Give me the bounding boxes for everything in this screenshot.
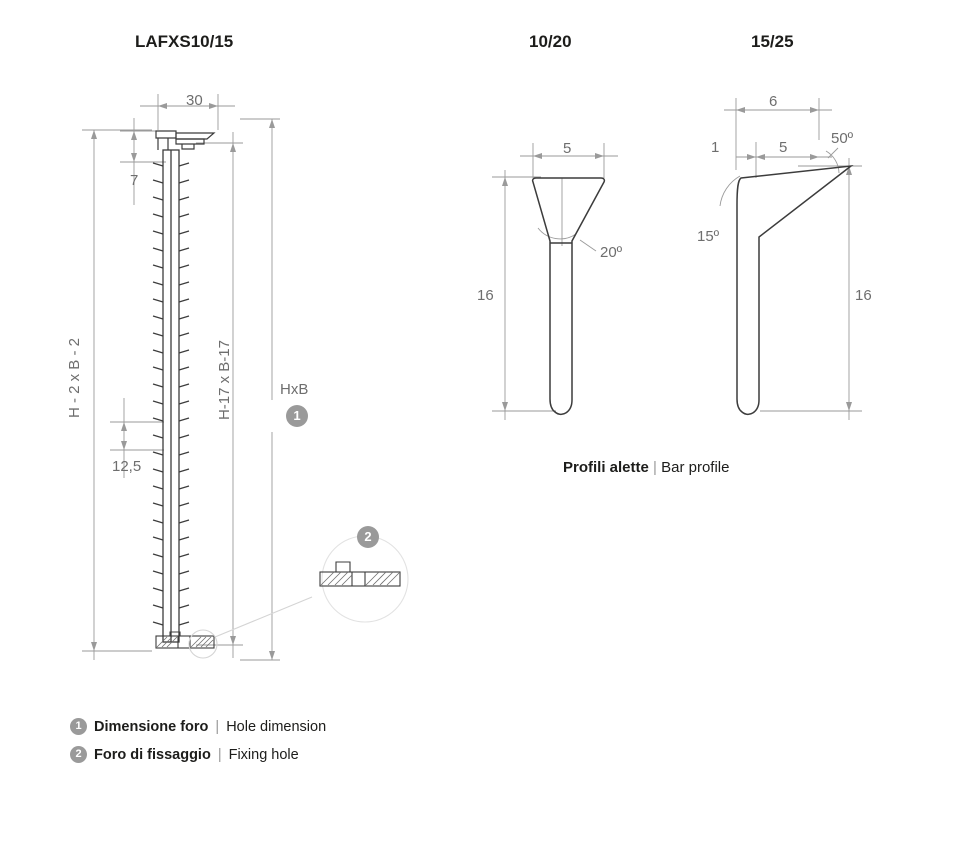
legend-badge-1: 1 [70, 718, 87, 735]
badge-fixing-hole: 2 [357, 526, 379, 548]
dim-7: 7 [130, 172, 139, 189]
title-15-25: 15/25 [751, 32, 794, 51]
dim-h-2xb-2: H - 2 x B - 2 [66, 338, 83, 419]
legend-1-en: Hole dimension [226, 718, 327, 735]
label-hxb: HxB [280, 381, 309, 398]
dim-profile-10-20-height-16: 16 [477, 287, 494, 304]
legend-item-hole-dimension [70, 718, 326, 735]
bar-profile-caption-it: Profili alette [563, 459, 649, 476]
angle-profile-10-20-20deg: 20º [600, 244, 623, 261]
title-lafxs: LAFXS10/15 [135, 32, 234, 51]
legend-1-sep: | [215, 718, 220, 735]
profile-15-25-outline [737, 166, 851, 414]
title-10-20: 10/20 [529, 32, 572, 51]
dim-profile-15-25-top-6: 6 [769, 93, 778, 110]
legend-2-it: Foro di fissaggio [94, 746, 211, 763]
angle-profile-15-25-50deg: 50º [831, 130, 854, 147]
dim-30: 30 [186, 92, 203, 109]
legend-item-fixing-hole [70, 746, 299, 763]
dim-profile-10-20-top-5: 5 [563, 140, 572, 157]
legend-2-en: Fixing hole [228, 746, 299, 763]
dim-12-5: 12,5 [112, 458, 142, 475]
legend-1-it: Dimensione foro [94, 718, 209, 735]
legend-badge-2: 2 [70, 746, 87, 763]
dim-h17xb17: H-17 x B-17 [216, 340, 233, 421]
bar-profile-caption [563, 459, 729, 476]
dim-profile-15-25-top-5: 5 [779, 139, 788, 156]
bar-profile-caption-sep: | [653, 459, 657, 476]
dim-profile-15-25-top-1: 1 [711, 139, 720, 156]
badge-hole-dimension: 1 [286, 405, 308, 427]
angle-profile-15-25-15deg: 15º [697, 228, 720, 245]
legend-2-sep: | [217, 746, 222, 763]
bar-profile-caption-en: Bar profile [661, 459, 730, 476]
dim-profile-15-25-height-16: 16 [855, 287, 872, 304]
